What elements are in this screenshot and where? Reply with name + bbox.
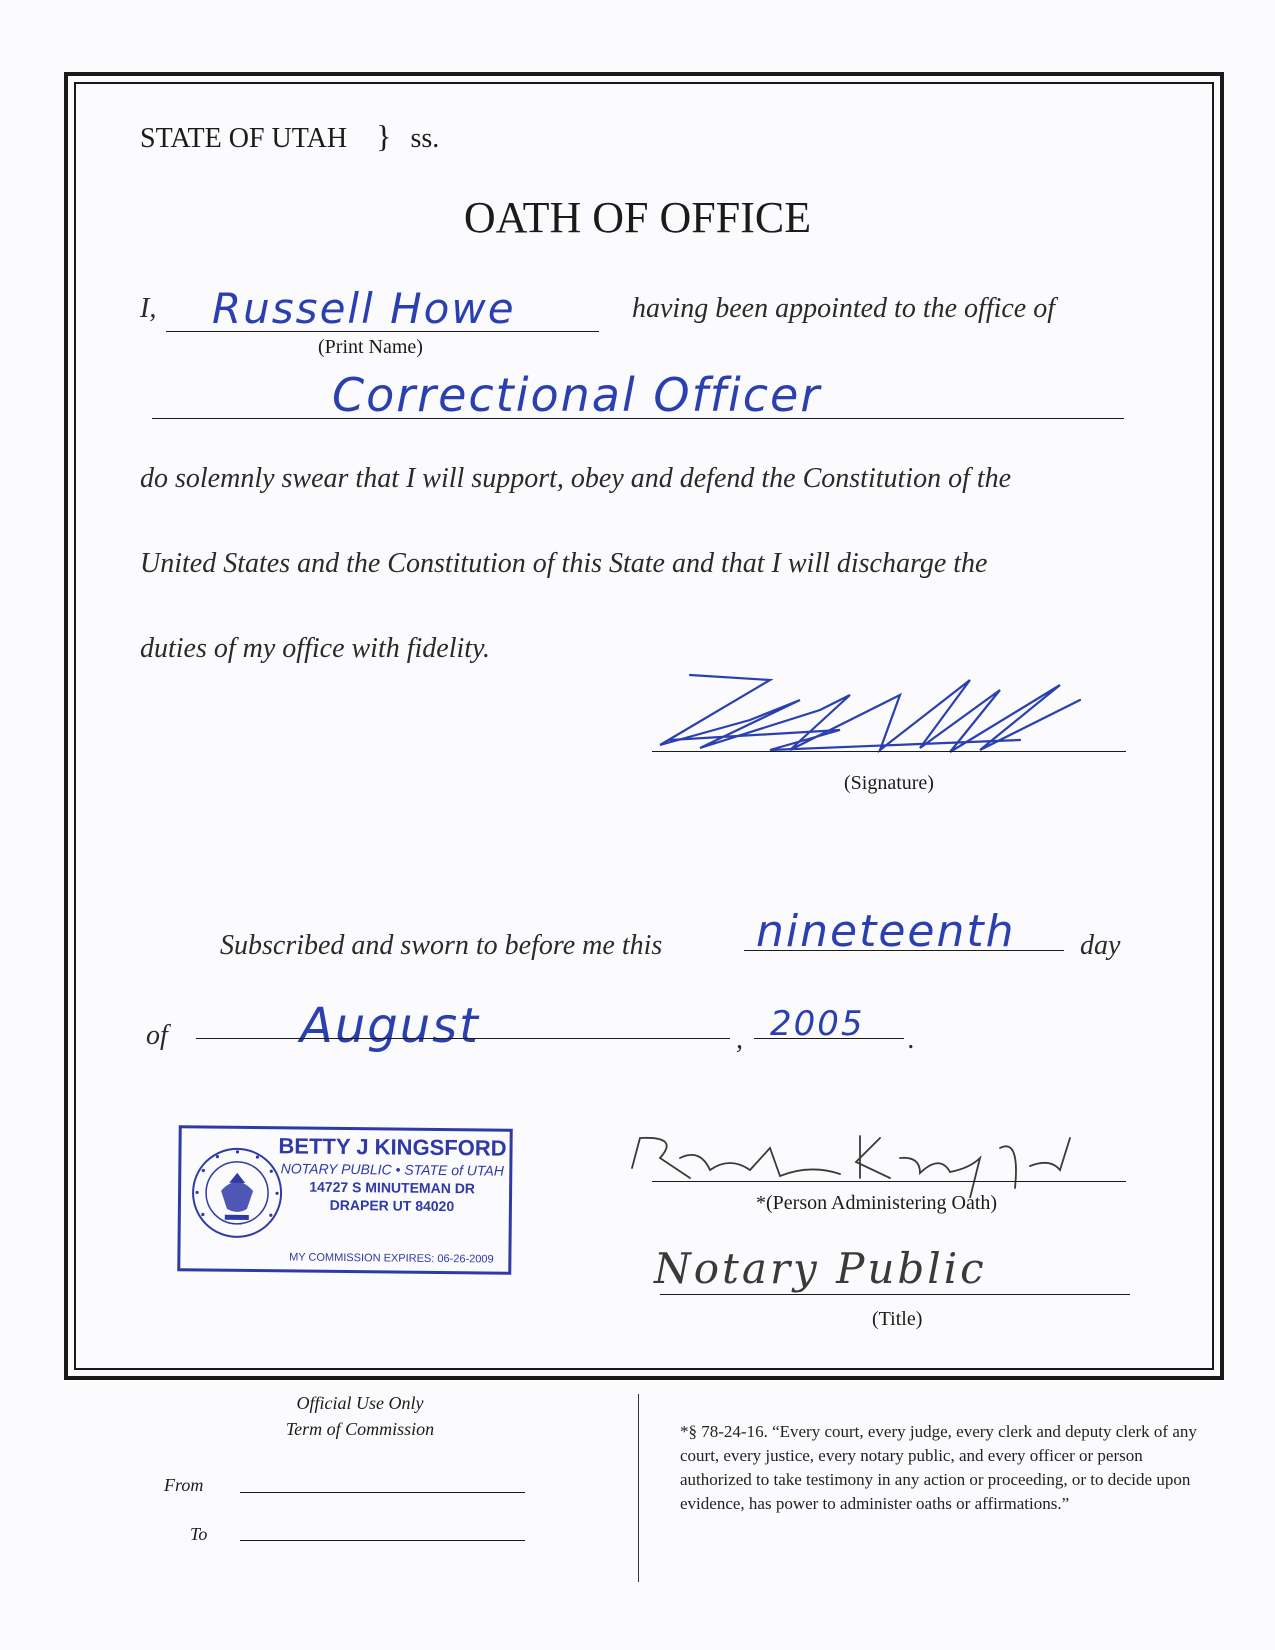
- officer-signature: [640, 660, 1120, 760]
- stamp-expiration: MY COMMISSION EXPIRES: 06-26-2009: [289, 1251, 494, 1266]
- month-value: August: [300, 998, 480, 1054]
- oath-line-3: duties of my office with fidelity.: [140, 633, 490, 664]
- footer-divider: [638, 1394, 639, 1582]
- month-line: [196, 1038, 730, 1039]
- day-line: [744, 950, 1064, 951]
- state-header: [140, 118, 439, 155]
- from-field[interactable]: [240, 1492, 525, 1493]
- administrator-signature: [620, 1128, 1080, 1198]
- i-prefix: I,: [140, 293, 157, 324]
- stamp-address: 14727 S MINUTEMAN DR: [309, 1178, 476, 1197]
- official-use-heading: Official Use Only: [296, 1393, 424, 1413]
- year-line: [754, 1038, 904, 1039]
- state-name: STATE OF UTAH: [140, 123, 348, 154]
- name-line: [166, 331, 599, 332]
- stamp-name: BETTY J KINGSFORD: [278, 1133, 507, 1161]
- day-value: nineteenth: [756, 906, 1016, 957]
- period: .: [908, 1024, 915, 1055]
- oath-line-1: do solemnly swear that I will support, obey and defend the Constitution of the: [140, 463, 1012, 494]
- oath-line-2: United States and the Constitution of this State and that I will discharge the: [140, 548, 988, 579]
- administrator-caption: *(Person Administering Oath): [756, 1192, 998, 1214]
- signature-caption: (Signature): [844, 772, 934, 794]
- administrator-line: [652, 1181, 1126, 1182]
- ss-label: ss.: [410, 123, 440, 154]
- notary-stamp: [177, 1125, 513, 1274]
- official-use-block: [240, 1390, 480, 1442]
- name-caption: (Print Name): [318, 336, 423, 358]
- appointed-text: having been appointed to the office of: [632, 293, 1056, 324]
- stamp-title: NOTARY PUBLIC • STATE of UTAH: [280, 1160, 505, 1179]
- from-label: From: [164, 1475, 204, 1495]
- stamp-text-block: [277, 1129, 508, 1215]
- office-value: Correctional Officer: [332, 368, 822, 422]
- to-label: To: [190, 1524, 208, 1544]
- title-caption: (Title): [872, 1308, 923, 1330]
- stamp-city: DRAPER UT 84020: [329, 1196, 455, 1215]
- name-value: Russell Howe: [212, 284, 516, 333]
- office-line: [152, 418, 1124, 419]
- state-seal-icon: [187, 1142, 288, 1243]
- signature-line: [652, 751, 1126, 752]
- page-title: OATH OF OFFICE: [463, 193, 812, 242]
- notary-title-value: Notary Public: [654, 1244, 987, 1293]
- statute-footnote: *§ 78-24-16. “Every court, every judge, every clerk and deputy clerk of any court, every justice, every notary public, and every officer or person authorized to take testimony in any action or proceeding, or to decide upon evidence, has power to administer oaths or affirmations.”: [680, 1422, 1197, 1513]
- year-value: 2005: [770, 1004, 865, 1044]
- brace: }: [376, 118, 392, 154]
- day-word: day: [1080, 930, 1121, 961]
- of-word: of: [146, 1020, 168, 1051]
- to-field[interactable]: [240, 1540, 525, 1541]
- subscribed-text: Subscribed and sworn to before me this: [220, 930, 663, 961]
- comma: ,: [736, 1024, 743, 1055]
- title-line: [660, 1294, 1130, 1295]
- term-heading: Term of Commission: [285, 1419, 435, 1439]
